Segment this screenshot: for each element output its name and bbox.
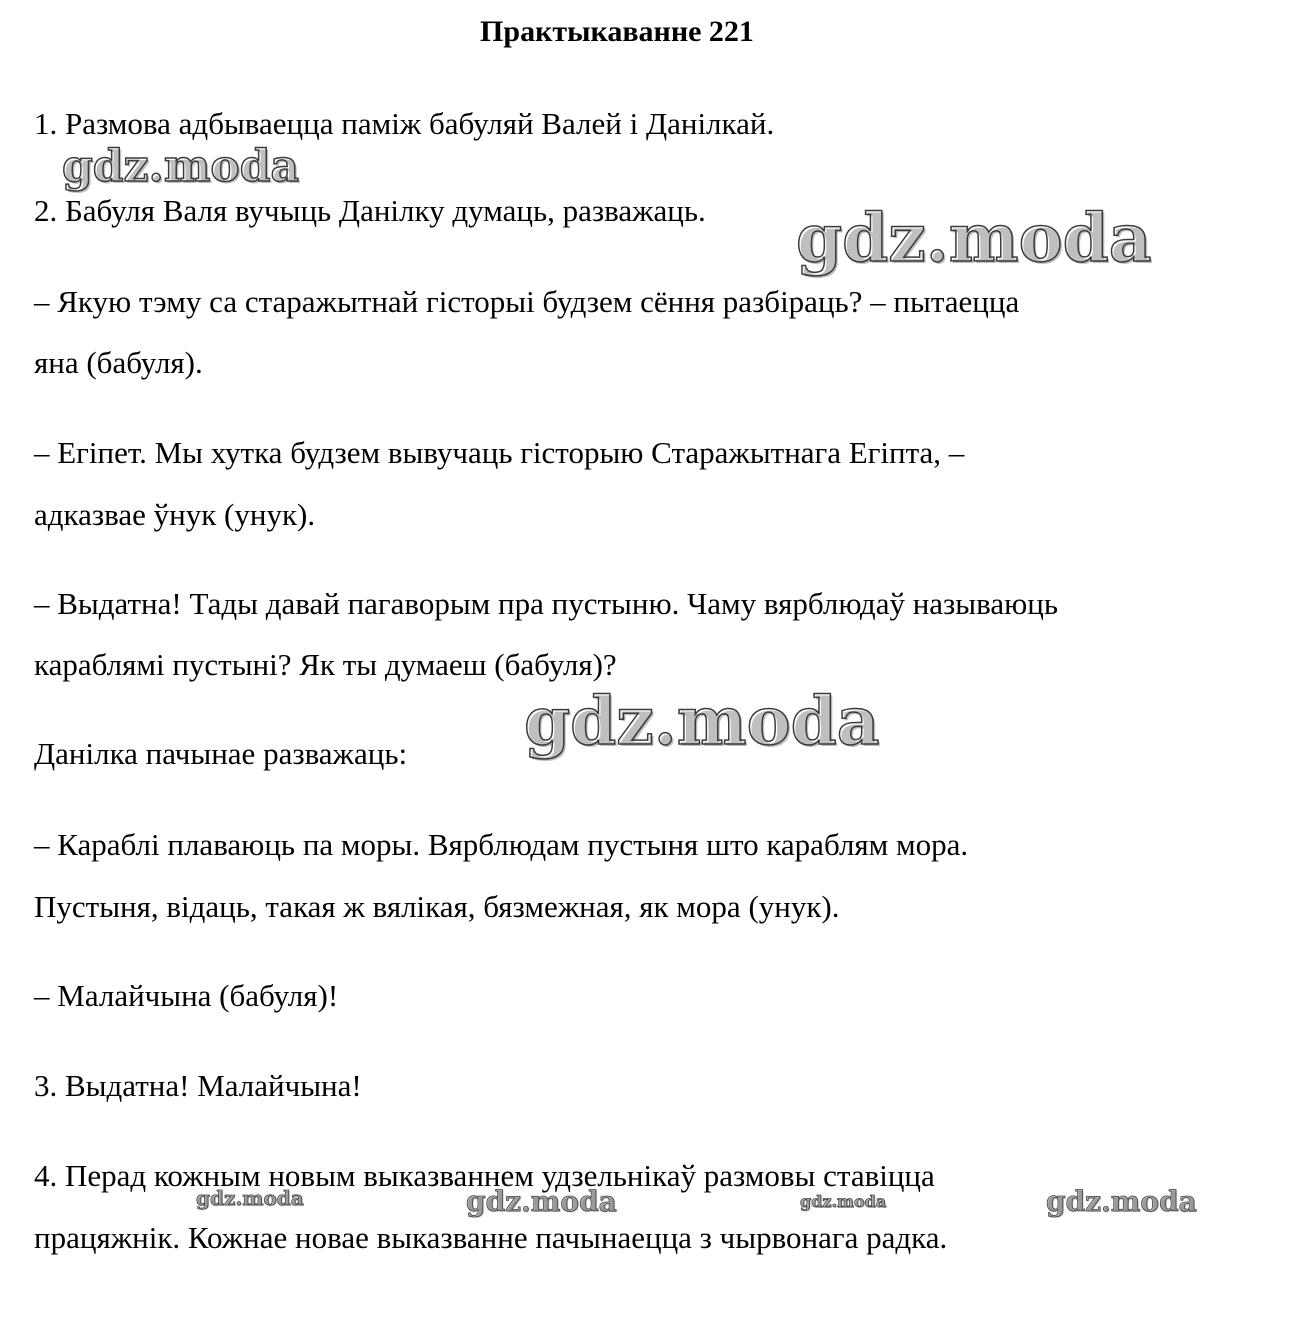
- text-line-2: 2. Бабуля Валя вучыць Данілку думаць, разважаць.: [34, 193, 706, 228]
- text-line-11: Пустыня, відаць, такая ж вялікая, бязмежная, як мора (унук).: [34, 889, 840, 924]
- text-line-5: – Егіпет. Мы хутка будзем вывучаць гісторыю Старажытнага Егіпта, –: [34, 435, 965, 470]
- text-line-4: яна (бабуля).: [34, 345, 203, 380]
- text-line-10: – Караблі плаваюць па моры. Вярблюдам пустыня што караблям мора.: [34, 827, 969, 862]
- watermark-logo: gdz.moda: [196, 1186, 304, 1210]
- text-line-13: 3. Выдатна! Малайчына!: [34, 1068, 362, 1103]
- watermark-logo: gdz.moda: [796, 199, 1152, 277]
- text-line-3: – Якую тэму са старажытнай гісторыі будзем сёння разбіраць? – пытаецца: [34, 284, 1020, 319]
- text-line-15: працяжнік. Кожнае новае выказванне пачынаецца з чырвонага радка.: [34, 1220, 948, 1255]
- watermark-logo: gdz.moda: [1046, 1185, 1197, 1218]
- watermark-logo: gdz.moda: [800, 1192, 887, 1211]
- text-line-9: Данілка пачынае разважаць:: [34, 736, 408, 771]
- text-line-14: 4. Перад кожным новым выказваннем удзельнікаў размовы ставіцца: [34, 1158, 935, 1193]
- text-line-1: 1. Размова адбываецца паміж бабуляй Валей і Данілкай.: [34, 106, 775, 141]
- text-line-8: караблямі пустыні? Як ты думаеш (бабуля)?: [34, 647, 617, 682]
- watermark-logo: gdz.moda: [466, 1185, 617, 1218]
- text-line-6: адказвае ўнук (унук).: [34, 497, 316, 532]
- text-line-12: – Малайчына (бабуля)!: [34, 978, 339, 1013]
- text-line-7: – Выдатна! Тады давай пагаворым пра пустыню. Чаму вярблюдаў называюць: [34, 586, 1058, 621]
- page-title: Практыкаванне 221: [480, 15, 754, 48]
- watermark-logo: gdz.moda: [524, 682, 880, 760]
- watermark-logo: gdz.moda: [62, 141, 300, 192]
